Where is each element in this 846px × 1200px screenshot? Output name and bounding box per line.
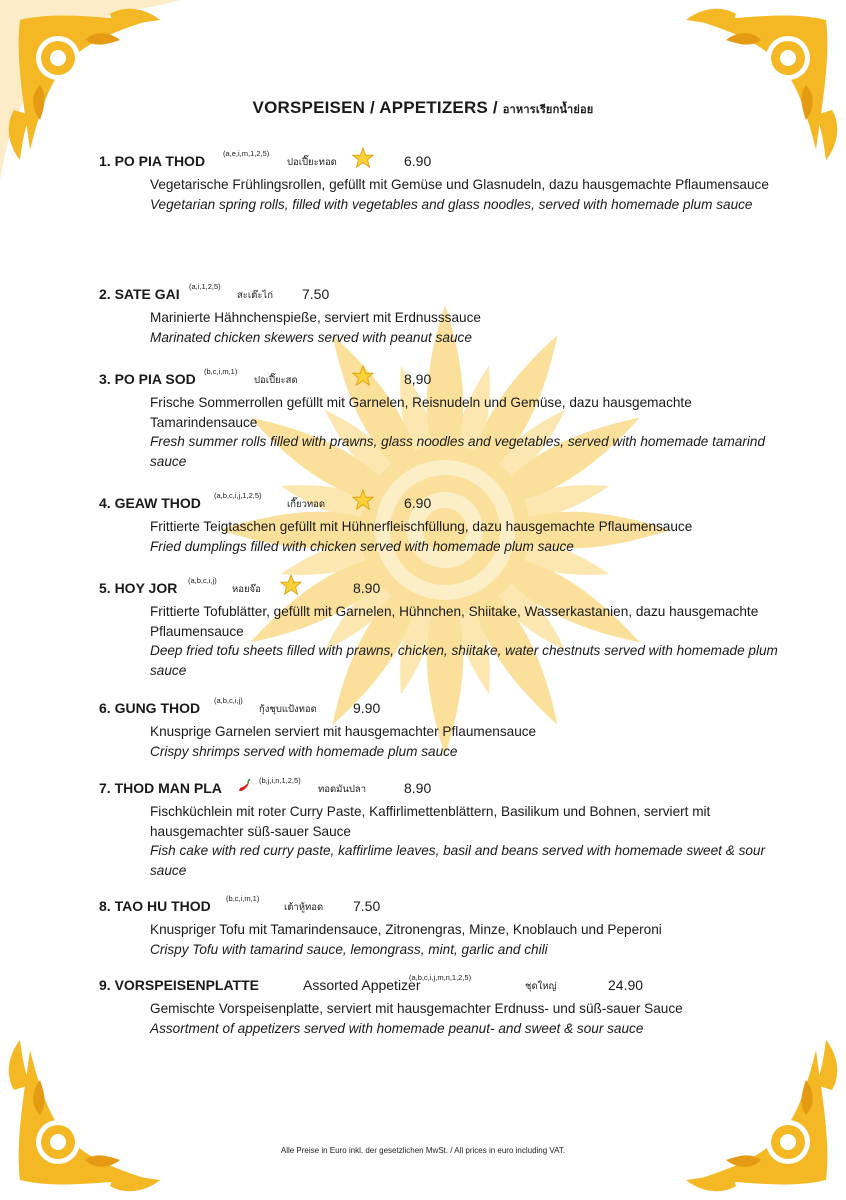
allergen-codes: (a,b,c,i,j)	[188, 576, 217, 585]
chili-icon	[236, 778, 252, 794]
item-description-de: Marinierte Hähnchenspieße, serviert mit Erdnusssauce	[150, 310, 481, 325]
item-price: 6.90	[404, 495, 432, 511]
item-description-de: Knuspriger Tofu mit Tamarindensauce, Zitronengras, Minze, Knoblauch und Peperoni	[150, 922, 662, 937]
item-thai-name: ปอเปี๊ยะทอด	[287, 157, 337, 168]
item-thai-name: ชุดใหญ่	[525, 981, 557, 992]
item-price: 24.90	[608, 977, 644, 993]
item-description-de: Frittierte Teigtaschen gefüllt mit Hühnerfleischfüllung, dazu hausgemachte Pflaumensauce	[150, 519, 693, 534]
star-icon	[352, 147, 374, 169]
item-description-de: Knusprige Garnelen serviert mit hausgemachter Pflaumensauce	[150, 724, 537, 739]
item-thai-name: ปอเปี๊ยะสด	[254, 375, 298, 386]
menu-section-title	[0, 98, 846, 118]
allergen-codes: (a,b,c,i,j,1,2,5)	[214, 491, 262, 500]
item-thai-name: เกี๊ยวทอด	[287, 499, 326, 510]
section-title-thai: อาหารเรียกน้ำย่อย	[502, 103, 594, 116]
item-thai-name: หอยจ๊อ	[232, 584, 261, 595]
item-description-en: Vegetarian spring rolls, filled with vegetables and glass noodles, served with homemade plum sauce	[150, 196, 753, 212]
item-name: 3. PO PIA SOD	[99, 371, 196, 387]
corner-ornament-bottom-right	[666, 1020, 846, 1200]
corner-ornament-bottom-left	[0, 1020, 180, 1200]
menu-item	[99, 367, 779, 471]
item-description-en: Crispy Tofu with tamarind sauce, lemongrass, mint, garlic and chili	[150, 941, 548, 957]
item-name: 2. SATE GAI	[99, 286, 180, 302]
menu-item	[99, 491, 779, 556]
item-description-en: Marinated chicken skewers served with peanut sauce	[150, 329, 472, 345]
item-price: 9.90	[353, 700, 381, 716]
item-description-de: Frische Sommerrollen gefüllt mit Garnelen, Reisnudeln und Gemüse, dazu hausgemachte Tamarindensauce	[150, 395, 692, 430]
item-description-en: Deep fried tofu sheets filled with prawns, chicken, shiitake, water chestnuts served with homemade plum sauce	[150, 643, 778, 678]
item-name: 6. GUNG THOD	[99, 700, 201, 716]
item-price: 8.90	[404, 780, 432, 796]
item-description-en: Fried dumplings filled with chicken served with homemade plum sauce	[150, 538, 574, 554]
item-name: 4. GEAW THOD	[99, 495, 201, 511]
item-name: 1. PO PIA THOD	[99, 153, 206, 169]
item-name: 5. HOY JOR	[99, 580, 178, 596]
allergen-codes: (a,i,1,2,5)	[189, 282, 221, 291]
item-description-de: Fischküchlein mit roter Curry Paste, Kaffirlimettenblättern, Basilikum und Bohnen, serviert mit hausgemachter süß-sauer Sauce	[150, 804, 711, 839]
allergen-codes: (a,e,i,m,1,2,5)	[223, 149, 270, 158]
menu-item	[99, 776, 779, 880]
item-description-de: Frittierte Tofublätter, gefüllt mit Garnelen, Hühnchen, Shiitake, Wasserkastanien, dazu hausgemachte Pflaumensauce	[150, 604, 759, 639]
allergen-codes: (a,b,c,i,j)	[214, 696, 243, 705]
item-name: 9. VORSPEISENPLATTE	[99, 977, 259, 993]
item-name: 7. THOD MAN PLA	[99, 780, 222, 796]
star-icon	[352, 489, 374, 511]
menu-item	[99, 894, 779, 959]
item-name: 8. TAO HU THOD	[99, 898, 211, 914]
item-description-de: Vegetarische Frühlingsrollen, gefüllt mit Gemüse und Glasnudeln, dazu hausgemachte Pflaumensauce	[150, 177, 769, 192]
menu-item	[99, 149, 779, 214]
item-english-name: Assorted Appetizer	[303, 977, 421, 993]
item-description-en: Fish cake with red curry paste, kaffirlime leaves, basil and beans served with homemade sweet & sour sauce	[150, 843, 766, 878]
item-thai-name: เต้าหู้ทอด	[284, 902, 324, 913]
item-thai-name: สะเต๊ะไก่	[237, 290, 273, 301]
menu-item	[99, 282, 779, 347]
item-price: 8.90	[353, 580, 381, 596]
item-description-en: Crispy shrimps served with homemade plum sauce	[150, 743, 458, 759]
menu-item	[99, 576, 779, 680]
item-description-de: Gemischte Vorspeisenplatte, serviert mit hausgemachter Erdnuss- und süß-sauer Sauce	[150, 1001, 683, 1016]
allergen-codes: (b,c,i,m,1)	[204, 367, 238, 376]
star-icon	[280, 574, 302, 596]
item-thai-name: กุ้งชุบแป้งทอด	[259, 704, 317, 715]
allergen-codes: (b,j,i,n,1,2,5)	[259, 776, 301, 785]
menu-item	[99, 696, 779, 761]
section-title-text: VORSPEISEN / APPETIZERS /	[252, 98, 498, 117]
allergen-codes: (a,b,c,i,j,m,n,1,2,5)	[409, 973, 472, 982]
price-footnote: Alle Preise in Euro inkl. der gesetzlichen MwSt. / All prices in euro including VAT.	[280, 1146, 566, 1155]
item-price: 7.50	[302, 286, 330, 302]
menu-item	[99, 973, 779, 1038]
item-price: 7.50	[353, 898, 381, 914]
item-price: 6.90	[404, 153, 432, 169]
star-icon	[352, 365, 374, 387]
item-description-en: Fresh summer rolls filled with prawns, glass noodles and vegetables, served with homemade tamarind sauce	[150, 434, 766, 469]
allergen-codes: (b,c,i,m,1)	[226, 894, 260, 903]
item-thai-name: ทอดมันปลา	[318, 784, 367, 795]
item-description-en: Assortment of appetizers served with homemade peanut- and sweet & sour sauce	[150, 1020, 644, 1036]
item-price: 8,90	[404, 371, 432, 387]
